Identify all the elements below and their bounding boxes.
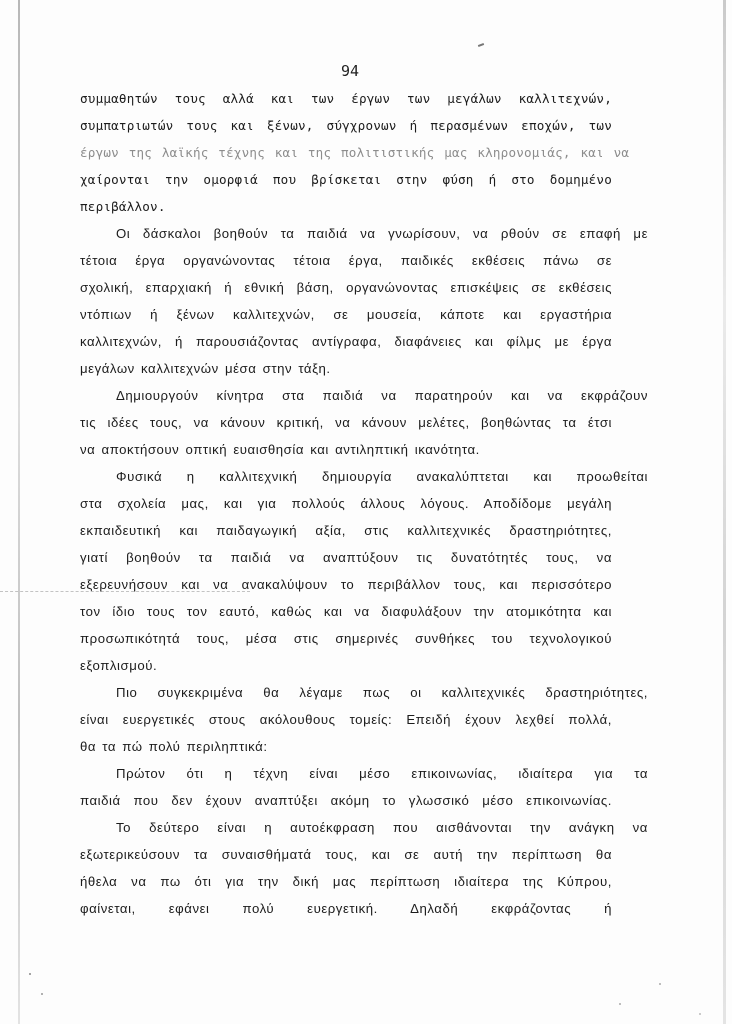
text-line: είναι ευεργετικές στους ακόλουθους τομείς: Επειδή έχουν λεχθεί πολλά,: [80, 712, 612, 727]
text-line: θα τα πώ πολύ περιληπτικά:: [80, 739, 268, 754]
right-scan-edge: [723, 0, 726, 1024]
scan-noise: [0, 934, 732, 1024]
text-line: περιβάλλον.: [80, 199, 166, 214]
left-scan-edge: [18, 0, 20, 1024]
text-line: Οι δάσκαλοι βοηθούν τα παιδιά να γνωρίσουν, να ρθούν σε επαφή με: [116, 226, 648, 241]
text-line: μεγάλων καλλιτεχνών μέσα στην τάξη.: [80, 361, 331, 376]
text-line: συμπατριωτών τους και ξένων, σύγχρονων ή περασμένων εποχών, των: [80, 118, 612, 133]
text-line: Φυσικά η καλλιτεχνική δημιουργία ανακαλύπτεται και προωθείται: [116, 469, 648, 484]
text-line: συμμαθητών τους αλλά και των έργων των μεγάλων καλλιτεχνών,: [80, 91, 612, 106]
text-line: καλλιτεχνών, ή παρουσιάζοντας αντίγραφα, διαφάνειες και φίλμς με έργα: [80, 334, 612, 349]
text-line: Δημιουργούν κίνητρα στα παιδιά να παρατηρούν και να εκφράζουν: [116, 388, 648, 403]
text-line: σχολική, επαρχιακή ή εθνική βάση, οργανώνοντας επισκέψεις σε εκθέσεις: [80, 280, 612, 295]
text-line: παιδιά που δεν έχουν αναπτύξει ακόμη το γλωσσικό μέσο επικοινωνίας.: [80, 793, 612, 808]
text-line: Πιο συγκεκριμένα θα λέγαμε πως οι καλλιτεχνικές δραστηριότητες,: [116, 685, 648, 700]
scan-speck: [478, 43, 484, 47]
text-line: τις ιδέες τους, να κάνουν κριτική, να κάνουν μελέτες, βοηθώντας τα έτσι: [80, 415, 612, 430]
text-line: εξοπλισμού.: [80, 658, 158, 673]
text-line: εκπαιδευτική και παιδαγωγική αξία, στις καλλιτεχνικές δραστηριότητες,: [80, 523, 612, 538]
page-number: 94: [340, 62, 360, 80]
text-line: ήθελα να πω ότι για την δική μας περίπτωση ιδιαίτερα της Κύπρου,: [80, 874, 612, 889]
text-line: εξερευνήσουν και να ανακαλύψουν το περιβάλλον τους, και περισσότερο: [80, 577, 612, 592]
text-line: προσωπικότητά τους, μέσα στις σημερινές συνθήκες του τεχνολογικού: [80, 631, 612, 646]
text-line: εξωτερικεύσουν τα συναισθήματά τους, και σε αυτή την περίπτωση θα: [80, 847, 612, 862]
text-line: τον ίδιο τους τον εαυτό, καθώς και να διαφυλάξουν την ατομικότητα και: [80, 604, 612, 619]
text-line: έργων της λαϊκής τέχνης και της πολιτιστικής μας κληρονομιάς, και να: [80, 145, 630, 160]
text-line: τέτοια έργα οργανώνοντας τέτοια έργα, παιδικές εκθέσεις πάνω σε: [80, 253, 612, 268]
text-line: ντόπιων ή ξένων καλλιτεχνών, σε μουσεία, κάποτε και εργαστήρια: [80, 307, 612, 322]
text-line: γιατί βοηθούν τα παιδιά να αναπτύξουν τις δυνατότητές τους, να: [80, 550, 612, 565]
text-line: Πρώτον ότι η τέχνη είναι μέσο επικοινωνίας, ιδιαίτερα για τα: [116, 766, 648, 781]
text-line: χαίρονται την ομορφιά που βρίσκεται στην φύση ή στο δομημένο: [80, 172, 612, 187]
text-line: φαίνεται, εφάνει πολύ ευεργετική. Δηλαδή εκφράζοντας ή: [80, 901, 612, 916]
text-line: να αποκτήσουν οπτική ευαισθησία και αντιληπτική ικανότητα.: [80, 442, 480, 457]
text-line: στα σχολεία μας, και για πολλούς άλλους λόγους. Αποδίδομε μεγάλη: [80, 496, 612, 511]
text-line: Το δεύτερο είναι η αυτοέκφραση που αισθάνονται την ανάγκη να: [116, 820, 648, 835]
